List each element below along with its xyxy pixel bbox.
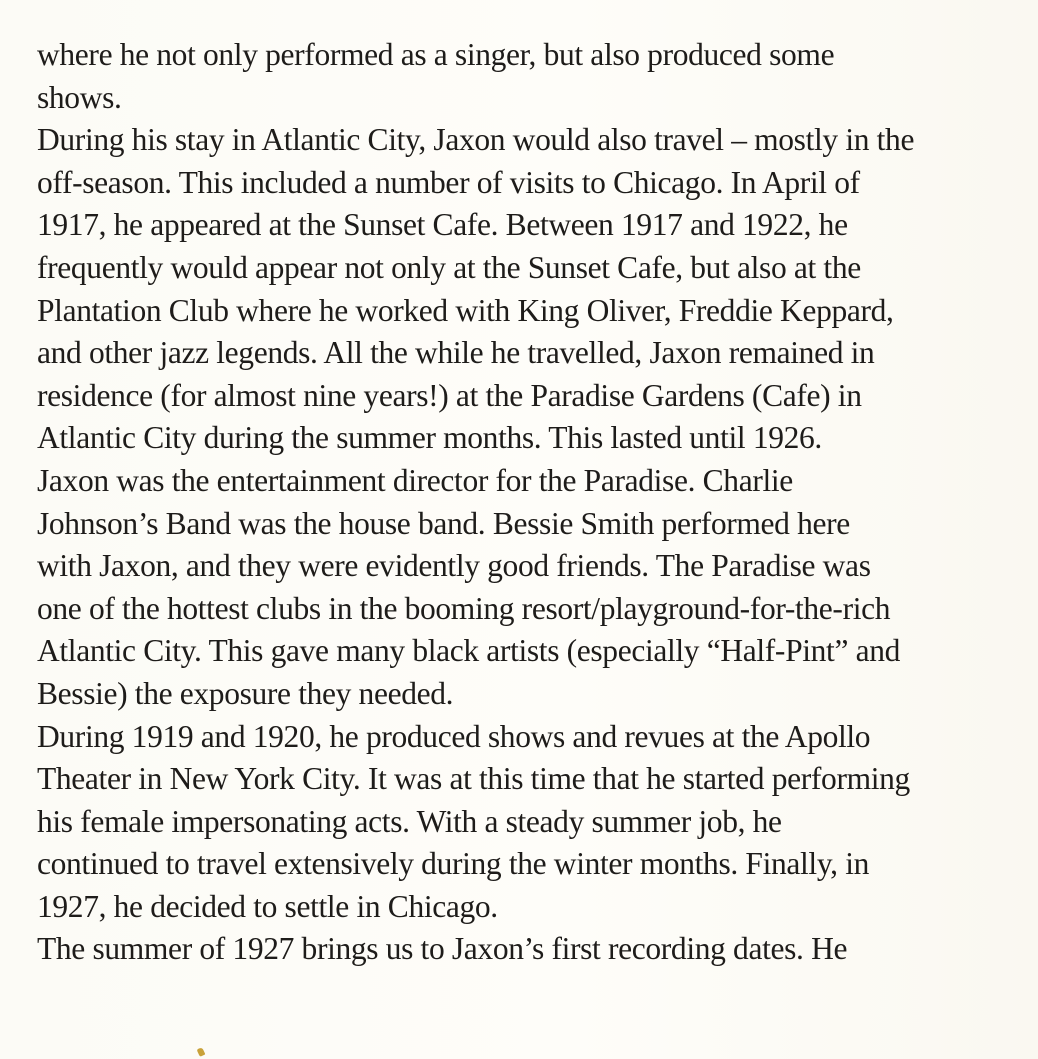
text-line: Bessie) the exposure they needed. (37, 675, 454, 711)
text-line: frequently would appear not only at the Sunset Cafe, but also at the (37, 249, 861, 285)
body-text (37, 34, 1027, 971)
text-line: During his stay in Atlantic City, Jaxon would also travel – mostly in the (37, 122, 915, 158)
text-line: 1917, he appeared at the Sunset Cafe. Between 1917 and 1922, he (37, 207, 848, 243)
text-line: 1927, he decided to settle in Chicago. (37, 888, 498, 924)
text-line: Plantation Club where he worked with King Oliver, Freddie Keppard, (37, 292, 894, 328)
text-line: Atlantic City. This gave many black artists (especially “Half-Pint” and (37, 633, 901, 669)
text-line: continued to travel extensively during the winter months. Finally, in (37, 846, 870, 882)
text-line: residence (for almost nine years!) at the Paradise Gardens (Cafe) in (37, 377, 862, 413)
decorative-speck (197, 1047, 206, 1057)
text-line: Theater in New York City. It was at this time that he started performing (37, 761, 910, 797)
text-line: one of the hottest clubs in the booming resort/playground-for-the-rich (37, 590, 891, 626)
text-line: Johnson’s Band was the house band. Bessie Smith performed here (37, 505, 850, 541)
text-line: his female impersonating acts. With a steady summer job, he (37, 803, 782, 839)
text-line: off-season. This included a number of visits to Chicago. In April of (37, 164, 860, 200)
text-line: and other jazz legends. All the while he travelled, Jaxon remained in (37, 335, 875, 371)
text-line: Atlantic City during the summer months. This lasted until 1926. (37, 420, 822, 456)
text-line: where he not only performed as a singer, but also produced some (37, 37, 835, 72)
text-line: with Jaxon, and they were evidently good friends. The Paradise was (37, 548, 871, 584)
text-line: Jaxon was the entertainment director for the Paradise. Charlie (37, 462, 793, 498)
text-line: During 1919 and 1920, he produced shows and revues at the Apollo (37, 718, 871, 754)
text-line: The summer of 1927 brings us to Jaxon’s first recording dates. He (37, 931, 848, 967)
text-line: shows. (37, 79, 122, 115)
